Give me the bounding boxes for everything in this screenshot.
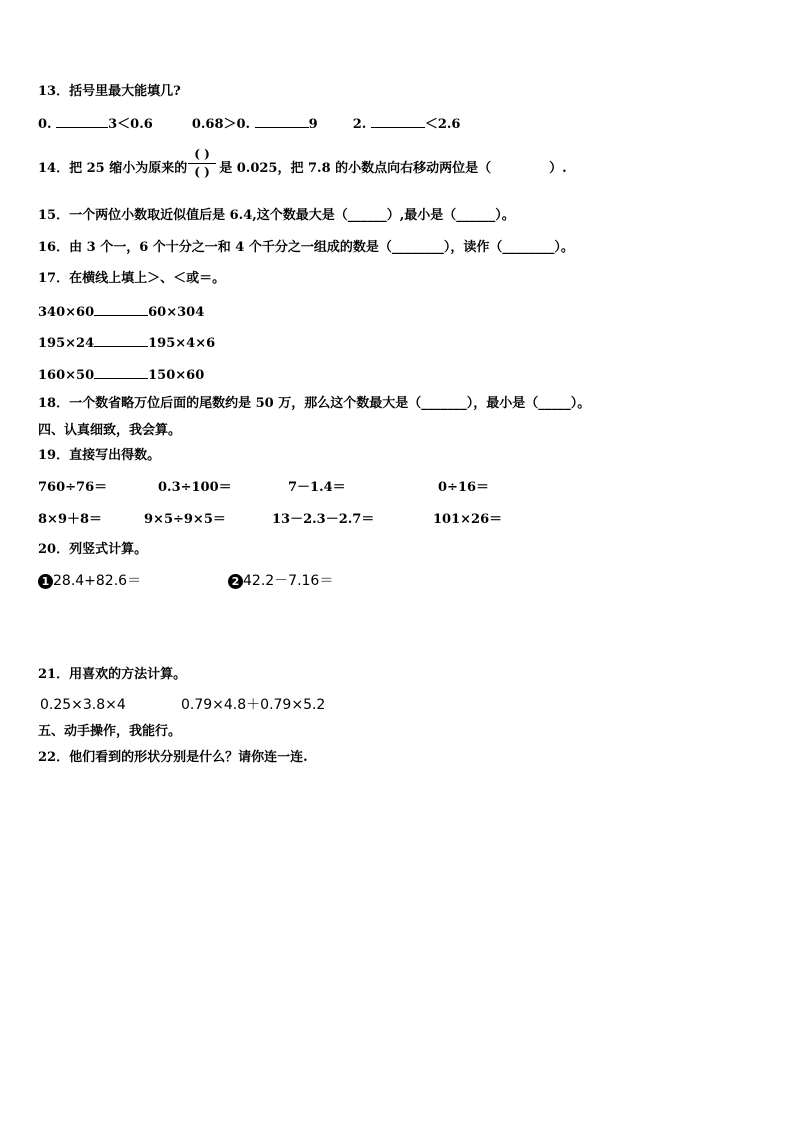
answer-blank[interactable] [255,115,309,128]
answer-blank[interactable] [94,303,148,316]
q14-prefix: 14．把 25 缩小为原来的 [38,161,188,176]
q20-item-2: 2 42.2－7.16＝ [228,573,333,589]
q19-problem: 13－2.3－2.7＝ [272,512,375,527]
q13-item-2: 0.68＞0. 9 [191,117,318,132]
q15-text: 15．一个两位小数取近似值后是 6.4,这个数最大是（______）,最小是（______）。 [38,208,515,223]
circled-number-2-icon: 2 [228,574,243,589]
q19-problem: 760÷76＝ [38,480,108,495]
q17-row: 340×60 60×304 [38,305,205,320]
circled-number-1-icon: 1 [38,574,53,589]
q13-item-1: 0. 3＜0.6 [38,117,153,132]
section-5-heading: 五、动手操作，我能行。 [38,724,182,739]
q21-item-1: 0.25×3.8×4 [40,697,126,713]
q22-title: 22．他们看到的形状分别是什么？请你连一连. [38,750,308,765]
q20-item-1: 1 28.4+82.6＝ [38,573,141,589]
answer-blank[interactable] [56,115,108,128]
q18-text: 18．一个数省略万位后面的尾数约是 50 万，那么这个数最大是（_______），最小是（_____）。 [38,396,591,411]
q19-title: 19．直接写出得数。 [38,448,161,463]
q19-problem: 0÷16＝ [438,480,490,495]
q14-text: 是 0.025，把 7.8 的小数点向右移动两位是（ [219,161,492,176]
q19-problem: 101×26＝ [433,512,503,527]
fraction-blank[interactable]: ( ) ( ) [188,148,216,179]
q17-title: 17．在横线上填上＞、＜或＝。 [38,271,226,286]
q19-problem: 8×9＋8＝ [38,512,103,527]
answer-blank[interactable] [94,334,148,347]
q14-line: 14．把 25 缩小为原来的 是 0.025，把 7.8 的小数点向右移动两位是（ ）. [38,161,567,176]
fraction-bar [188,163,216,164]
q13-item-3: 2. ＜2.6 [352,117,461,132]
q19-problem: 9×5÷9×5＝ [144,512,226,527]
q13-title: 13．括号里最大能填几? [38,84,181,99]
q19-problem: 7－1.4＝ [288,480,346,495]
answer-blank[interactable] [371,115,425,128]
q21-title: 21．用喜欢的方法计算。 [38,667,187,682]
q20-title: 20．列竖式计算。 [38,542,148,557]
q17-row: 195×24 195×4×6 [38,336,216,351]
q19-problem: 0.3÷100＝ [158,480,232,495]
answer-blank[interactable] [94,366,148,379]
q21-item-2: 0.79×4.8＋0.79×5.2 [181,697,326,713]
q13-items [38,115,460,133]
q16-text: 16．由 3 个一，6 个十分之一和 4 个千分之一组成的数是（________），读作（________）。 [38,240,574,255]
section-4-heading: 四、认真细致，我会算。 [38,423,182,438]
q17-row: 160×50 150×60 [38,368,205,383]
